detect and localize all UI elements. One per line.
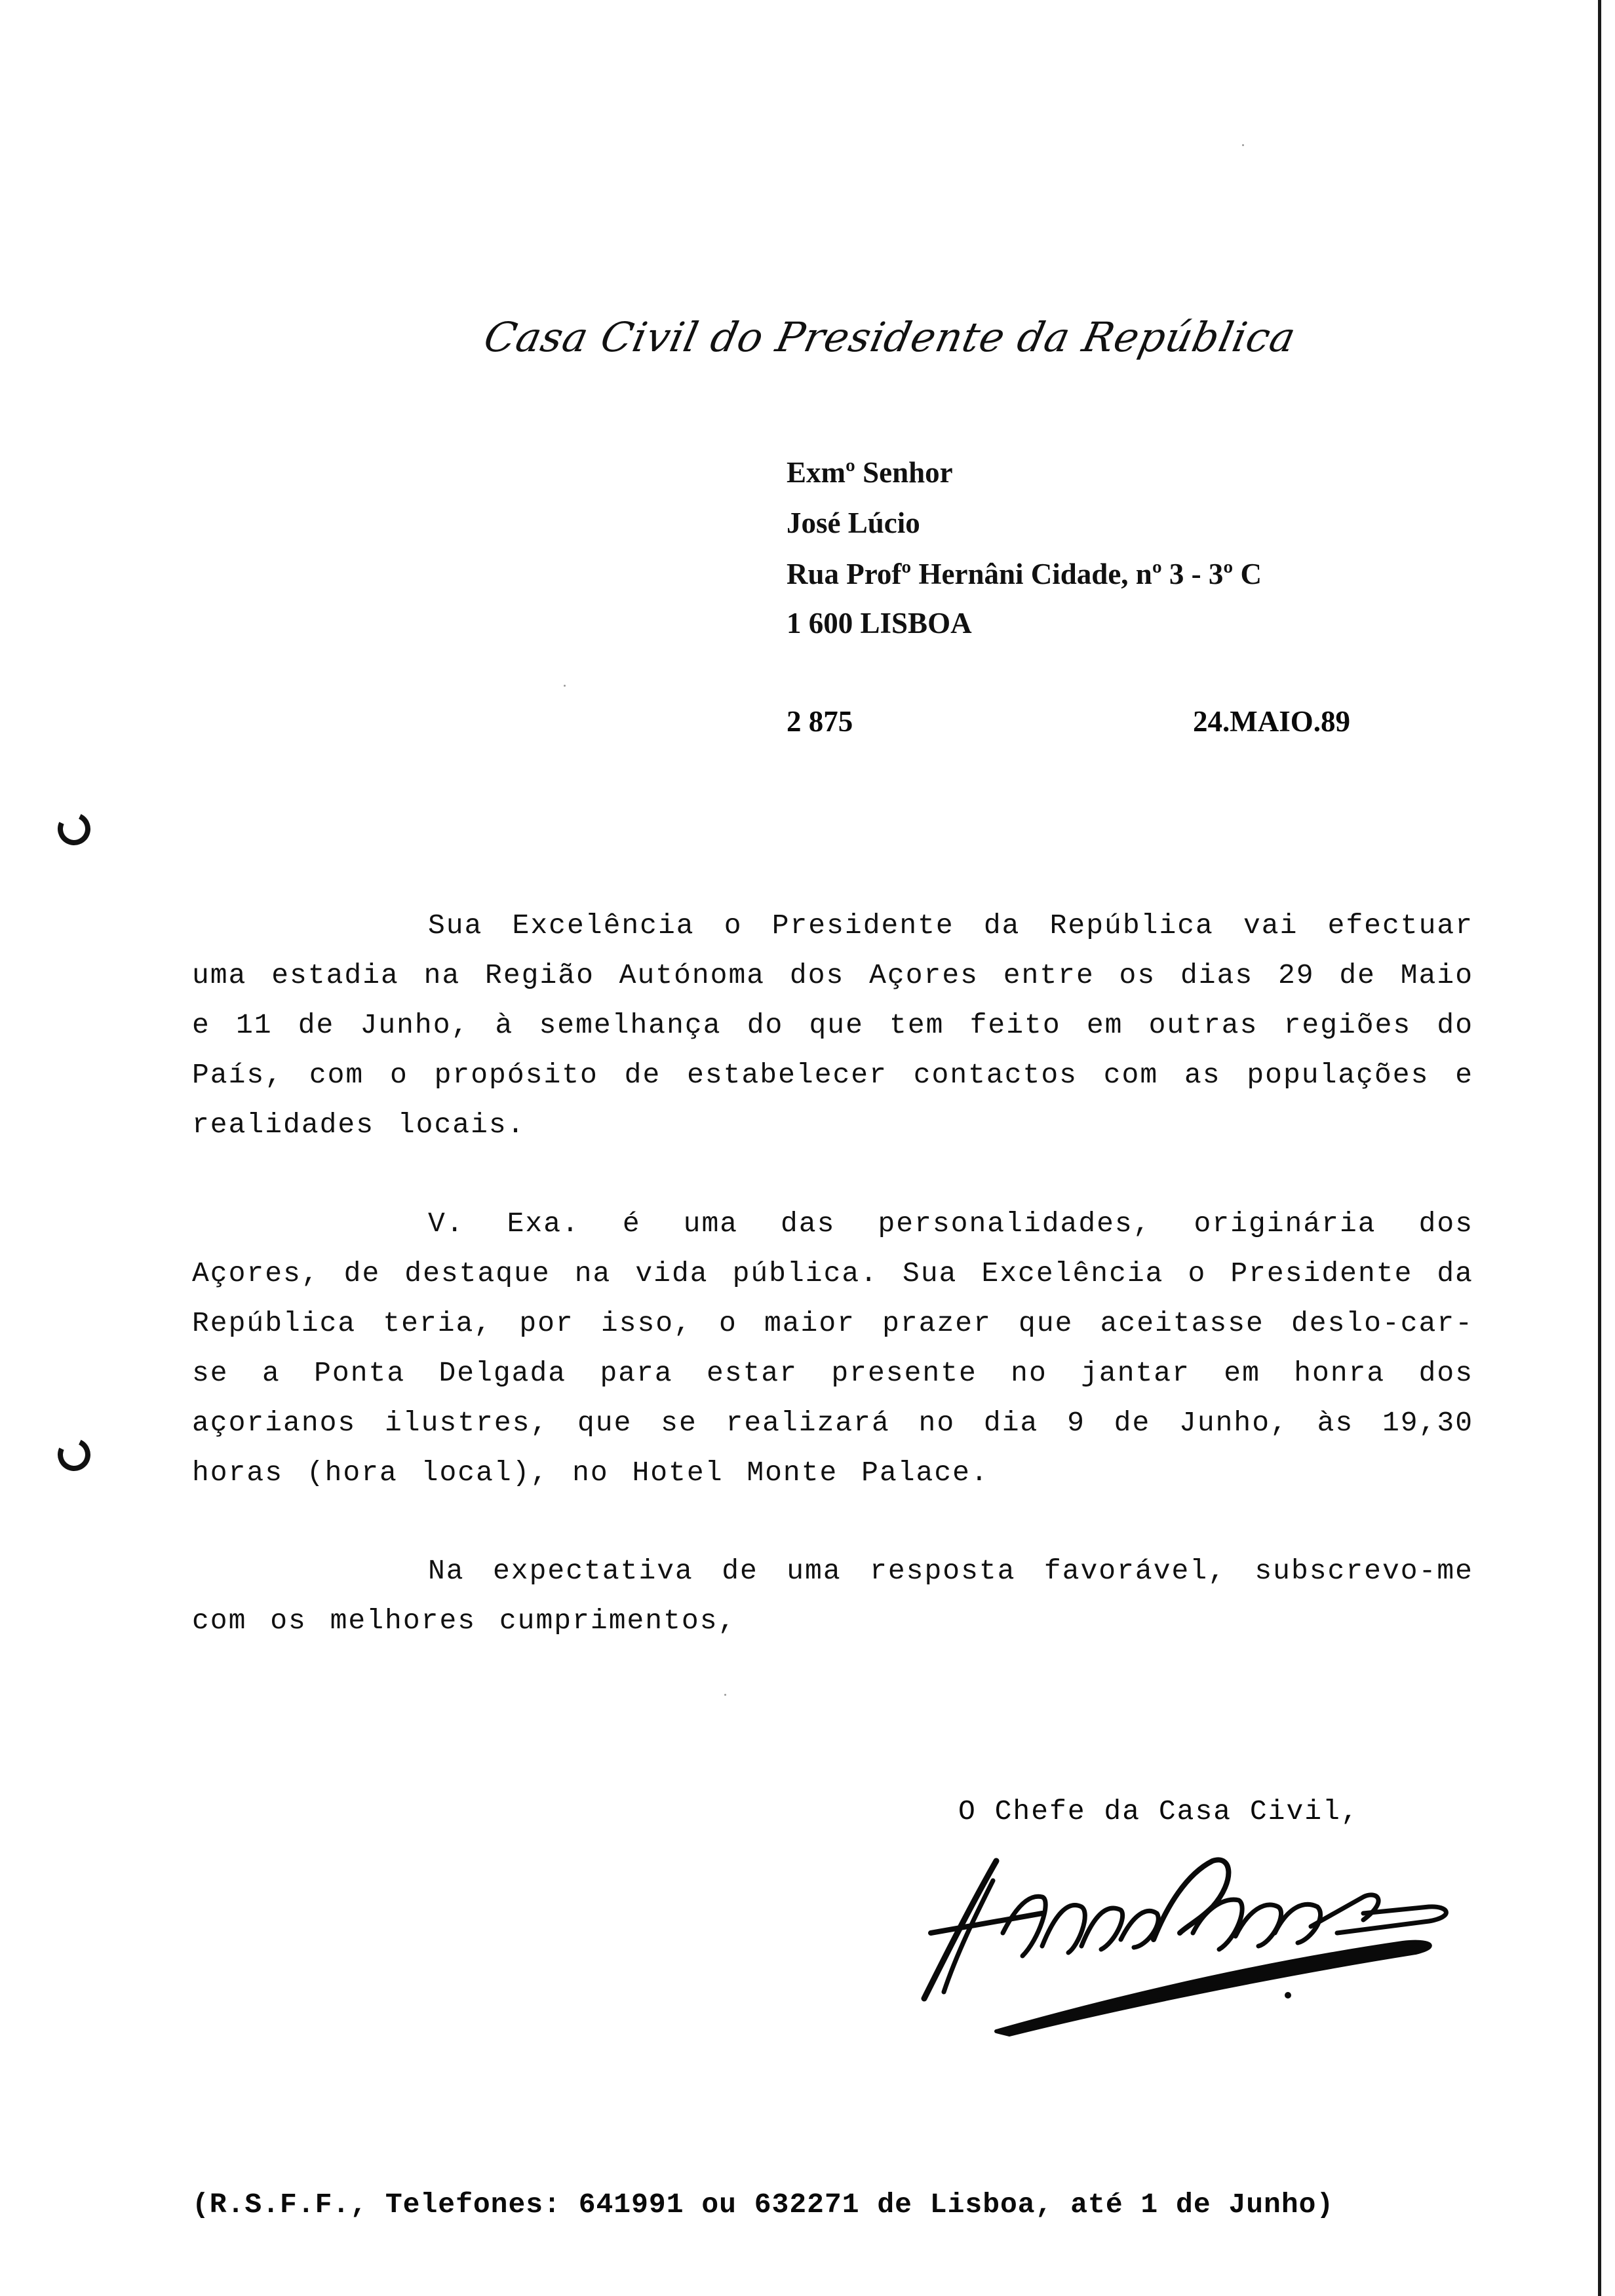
- scan-speck: [1242, 144, 1244, 146]
- body-paragraph: [192, 1546, 1473, 1646]
- address-line-name: José Lúcio: [787, 507, 920, 539]
- footer-note: (R.S.F.F., Telefones: 641991 ou 632271 de Lisboa, até 1 de Junho): [192, 2189, 1334, 2221]
- signature-image: [905, 1835, 1481, 2051]
- scan-speck: [564, 685, 566, 687]
- letterhead: Casa Civil do Presidente da República: [480, 313, 1300, 361]
- signoff: O Chefe da Casa Civil,: [958, 1795, 1359, 1827]
- punch-hole-mark-icon: [53, 808, 95, 850]
- punch-hole-mark-icon: [53, 1434, 95, 1476]
- letter-date: 24.MAIO.89: [1193, 705, 1350, 738]
- reference-number: 2 875: [787, 705, 853, 738]
- address-line-street: Rua Profº Hernâni Cidade, nº 3 - 3º C: [787, 558, 1262, 590]
- body-paragraph: [192, 1199, 1473, 1498]
- paragraph-text: V. Exa. é uma das personalidades, originária dos Açores, de destaque na vida pública. Sua Excelência o Presidente da República teria, por isso, o maior prazer que aceitasse deslo-car-se a Ponta Delgada para estar presente no jantar em honra dos açorianos ilustres, que se realizará no dia 9 de Junho, às 19,30 horas (hora local), no Hotel Monte Palace.: [192, 1208, 1473, 1489]
- paragraph-text: Na expectativa de uma resposta favorável, subscrevo-me com os melhores cumprimentos,: [192, 1555, 1473, 1637]
- address-line-city: 1 600 LISBOA: [787, 607, 972, 640]
- scan-speck: [724, 1694, 726, 1696]
- address-line-salutation: Exmº Senhor: [787, 456, 953, 489]
- paragraph-text: Sua Excelência o Presidente da República vai efectuar uma estadia na Região Autónoma dos Açores entre os dias 29 de Maio e 11 de Junho, à semelhança do que tem feito em outras regiões do País, com o propósito de estabelecer contactos com as populações e realidades locais.: [192, 909, 1473, 1141]
- body-paragraph: [192, 901, 1473, 1150]
- scan-edge-line: [1598, 0, 1601, 2296]
